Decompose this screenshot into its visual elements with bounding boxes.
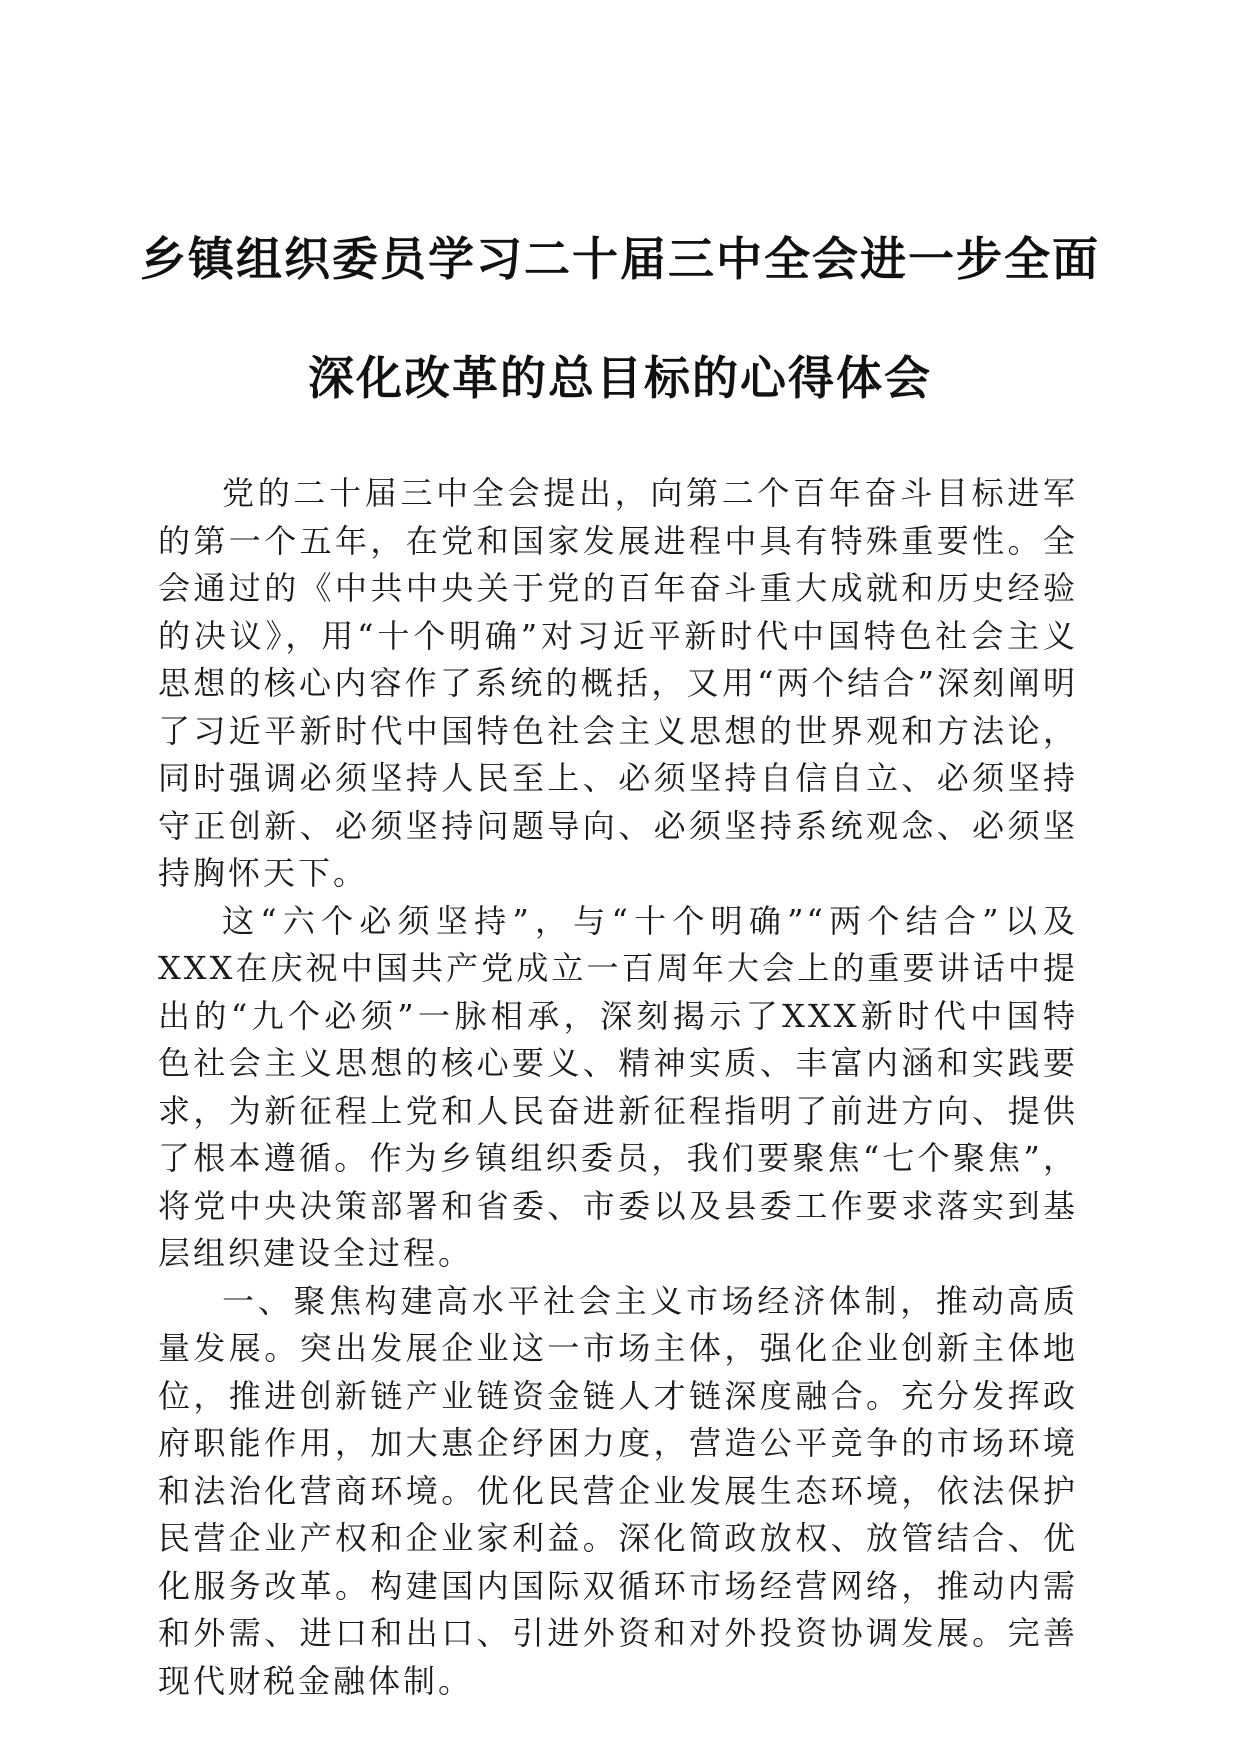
document-body [158,470,1078,1705]
paragraph-3: 一、聚焦构建高水平社会主义市场经济体制，推动高质量发展。突出发展企业这一市场主体，强化企业创新主体地位，推进创新链产业链资金链人才链深度融合。充分发挥政府职能作用，加大惠企纾困力度，营造公平竞争的市场环境和法治化营商环境。优化民营企业发展生态环境，依法保护民营企业产权和企业家利益。深化简政放权、放管结合、优化服务改革。构建国内国际双循环市场经营网络，推动内需和外需、进口和出口、引进外资和对外投资协调发展。完善现代财税金融体制。 [158,1281,1078,1700]
document-title-line-1: 乡镇组织委员学习二十届三中全会进一步全面 [140,232,1100,286]
paragraph-2: 这“六个必须坚持”，与“十个明确”“两个结合”以及XXX在庆祝中国共产党成立一百周年大会上的重要讲话中提出的“九个必须”一脉相承，深刻揭示了XXX新时代中国特色社会主义思想的核心要义、精神实质、丰富内涵和实践要求，为新征程上党和人民奋进新征程指明了前进方向、提供了根本遵循。作为乡镇组织委员，我们要聚焦“七个聚焦”，将党中央决策部署和省委、市委以及县委工作要求落实到基层组织建设全过程。 [158,901,1078,1272]
document-title-line-2: 深化改革的总目标的心得体会 [308,351,932,405]
paragraph-1: 党的二十届三中全会提出，向第二个百年奋斗目标进军的第一个五年，在党和国家发展进程中具有特殊重要性。全会通过的《中共中央关于党的百年奋斗重大成就和历史经验的决议》，用“十个明确”对习近平新时代中国特色社会主义思想的核心内容作了系统的概括，又用“两个结合”深刻阐明了习近平新时代中国特色社会主义思想的世界观和方法论，同时强调必须坚持人民至上、必须坚持自信自立、必须坚持守正创新、必须坚持问题导向、必须坚持系统观念、必须坚持胸怀天下。 [158,474,1078,892]
